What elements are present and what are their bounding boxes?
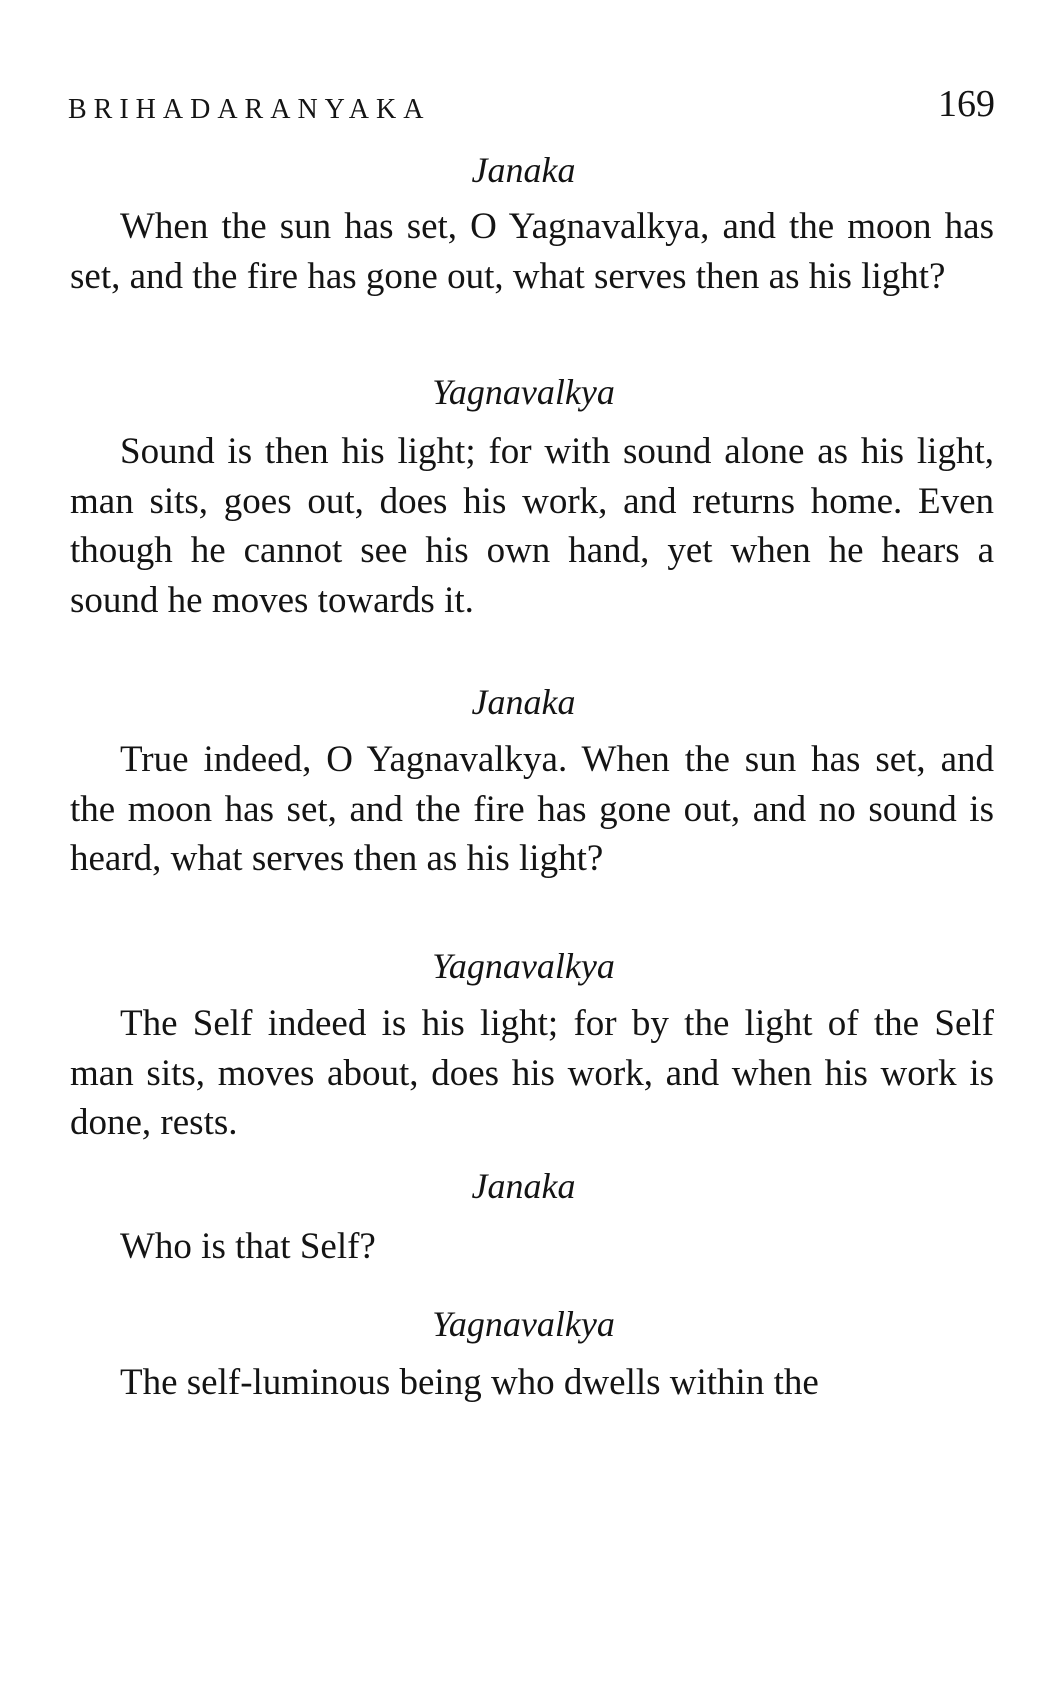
running-title: BRIHADARANYAKA xyxy=(68,94,431,125)
speech-paragraph: When the sun has set, O Yagnavalkya, and the moon has set, and the fire has gone out, what serves then as his light? xyxy=(70,206,994,297)
speaker-name: Yagnavalkya xyxy=(432,1304,615,1344)
speech-paragraph: True indeed, O Yagnavalkya. When the sun has set, and the moon has set, and the fire has gone out, and no sound is heard, what serves then as his light? xyxy=(70,739,994,879)
page-number: 169 xyxy=(938,83,995,125)
speech-paragraph: The Self indeed is his light; for by the light of the Self man sits, moves about, does his work, and when his work is done, rests. xyxy=(70,1003,994,1143)
speaker-name: Janaka xyxy=(471,1166,576,1206)
speaker-name: Yagnavalkya xyxy=(432,946,615,986)
speaker-name: Yagnavalkya xyxy=(432,372,615,412)
speech-paragraph: The self-luminous being who dwells within the xyxy=(120,1362,819,1403)
speech-paragraph: Sound is then his light; for with sound alone as his light, man sits, goes out, does his work, and returns home. Even though he cannot see his own hand, yet when he hears a sound he moves towards it. xyxy=(70,431,994,621)
speech-paragraph: Who is that Self? xyxy=(120,1226,376,1267)
speaker-name: Janaka xyxy=(471,150,576,190)
speaker-name: Janaka xyxy=(471,682,576,722)
